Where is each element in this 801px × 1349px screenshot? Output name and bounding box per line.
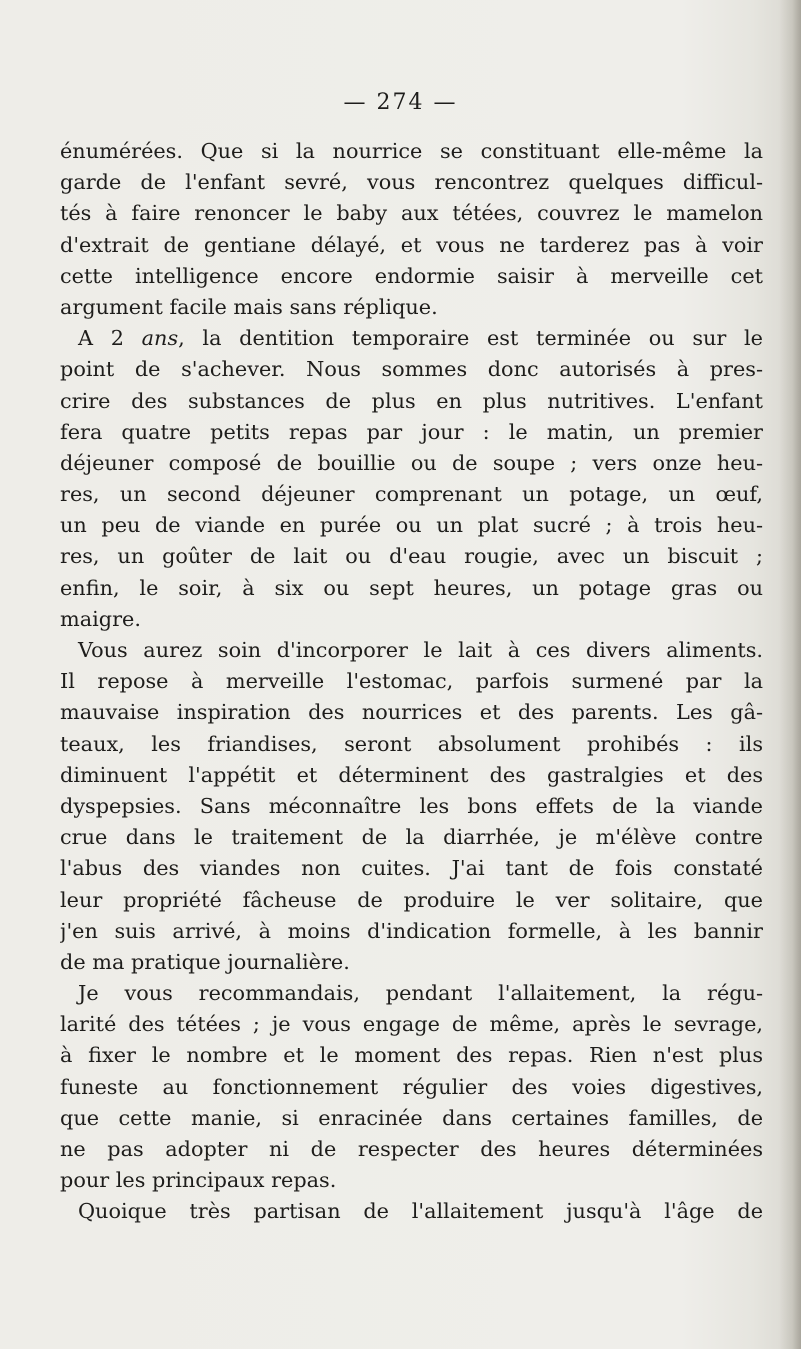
text-line: de ma pratique journalière. — [60, 949, 350, 974]
body-text — [60, 136, 763, 1228]
text-line: Quoique très partisan de l'allaitement jusqu'à l'âge de — [78, 1199, 763, 1224]
text-line: larité des tétées ; je vous engage de même, après le sevrage, — [60, 1012, 763, 1037]
text-line: cette intelligence encore endormie saisir à merveille cet — [60, 263, 763, 288]
text-line: pour les principaux repas. — [60, 1168, 337, 1193]
italic-run: ans — [141, 326, 179, 351]
text-line: l'abus des viandes non cuites. J'ai tant de fois constaté — [60, 856, 763, 881]
text-line: tés à faire renoncer le baby aux tétées, couvrez le mamelon — [60, 201, 763, 226]
text-line: j'en suis arrivé, à moins d'indication formelle, à les bannir — [60, 918, 763, 943]
text-line: res, un goûter de lait ou d'eau rougie, avec un biscuit ; — [60, 544, 763, 569]
text-line: maigre. — [60, 606, 141, 631]
text-line: un peu de viande en purée ou un plat sucré ; à trois heu- — [60, 513, 763, 538]
text-line: déjeuner composé de bouillie ou de soupe ; vers onze heu- — [60, 450, 763, 475]
text-line: Il repose à merveille l'estomac, parfois surmené par la — [60, 669, 763, 694]
text-run: A 2 — [78, 326, 142, 351]
text-line: énumérées. Que si la nourrice se constituant elle-même la — [60, 139, 763, 163]
text-line: dyspepsies. Sans méconnaître les bons effets de la viande — [60, 793, 763, 818]
text-line: diminuent l'appétit et déterminent des gastralgies et des — [60, 762, 763, 787]
text-line: crire des substances de plus en plus nutritives. L'enfant — [60, 388, 763, 413]
text-line: funeste au fonctionnement régulier des voies digestives, — [60, 1074, 763, 1099]
text-line: d'extrait de gentiane délayé, et vous ne tarderez pas à voir — [60, 232, 763, 257]
text-line: Vous aurez soin d'incorporer le lait à ces divers aliments. — [78, 638, 763, 662]
page-number: — 274 — — [343, 90, 458, 115]
text-line: que cette manie, si enracinée dans certaines familles, de — [60, 1105, 763, 1130]
text-line: teaux, les friandises, seront absolument prohibés : ils — [60, 731, 763, 756]
page-edge-shadow — [779, 0, 801, 1349]
text-line: res, un second déjeuner comprenant un potage, un œuf, — [60, 482, 763, 507]
text-line: fera quatre petits repas par jour : le matin, un premier — [60, 419, 763, 444]
text-run: , la dentition temporaire est terminée ou sur le — [178, 326, 763, 351]
text-line: à fixer le nombre et le moment des repas. Rien n'est plus — [60, 1043, 763, 1068]
text-line: leur propriété fâcheuse de produire le ver solitaire, que — [60, 887, 763, 912]
text-line: Je vous recommandais, pendant l'allaitement, la régu- — [78, 981, 763, 1006]
text-line: mauvaise inspiration des nourrices et des parents. Les gâ- — [60, 700, 763, 725]
text-line: point de s'achever. Nous sommes donc autorisés à pres- — [60, 357, 763, 382]
text-line: garde de l'enfant sevré, vous rencontrez quelques difficul- — [60, 170, 763, 195]
text-line: enfin, le soir, à six ou sept heures, un potage gras ou — [60, 575, 763, 600]
text-line: crue dans le traitement de la diarrhée, je m'élève contre — [60, 825, 763, 850]
text-line: argument facile mais sans réplique. — [60, 294, 438, 319]
text-line: ne pas adopter ni de respecter des heures déterminées — [60, 1137, 763, 1161]
text-line — [60, 323, 763, 354]
